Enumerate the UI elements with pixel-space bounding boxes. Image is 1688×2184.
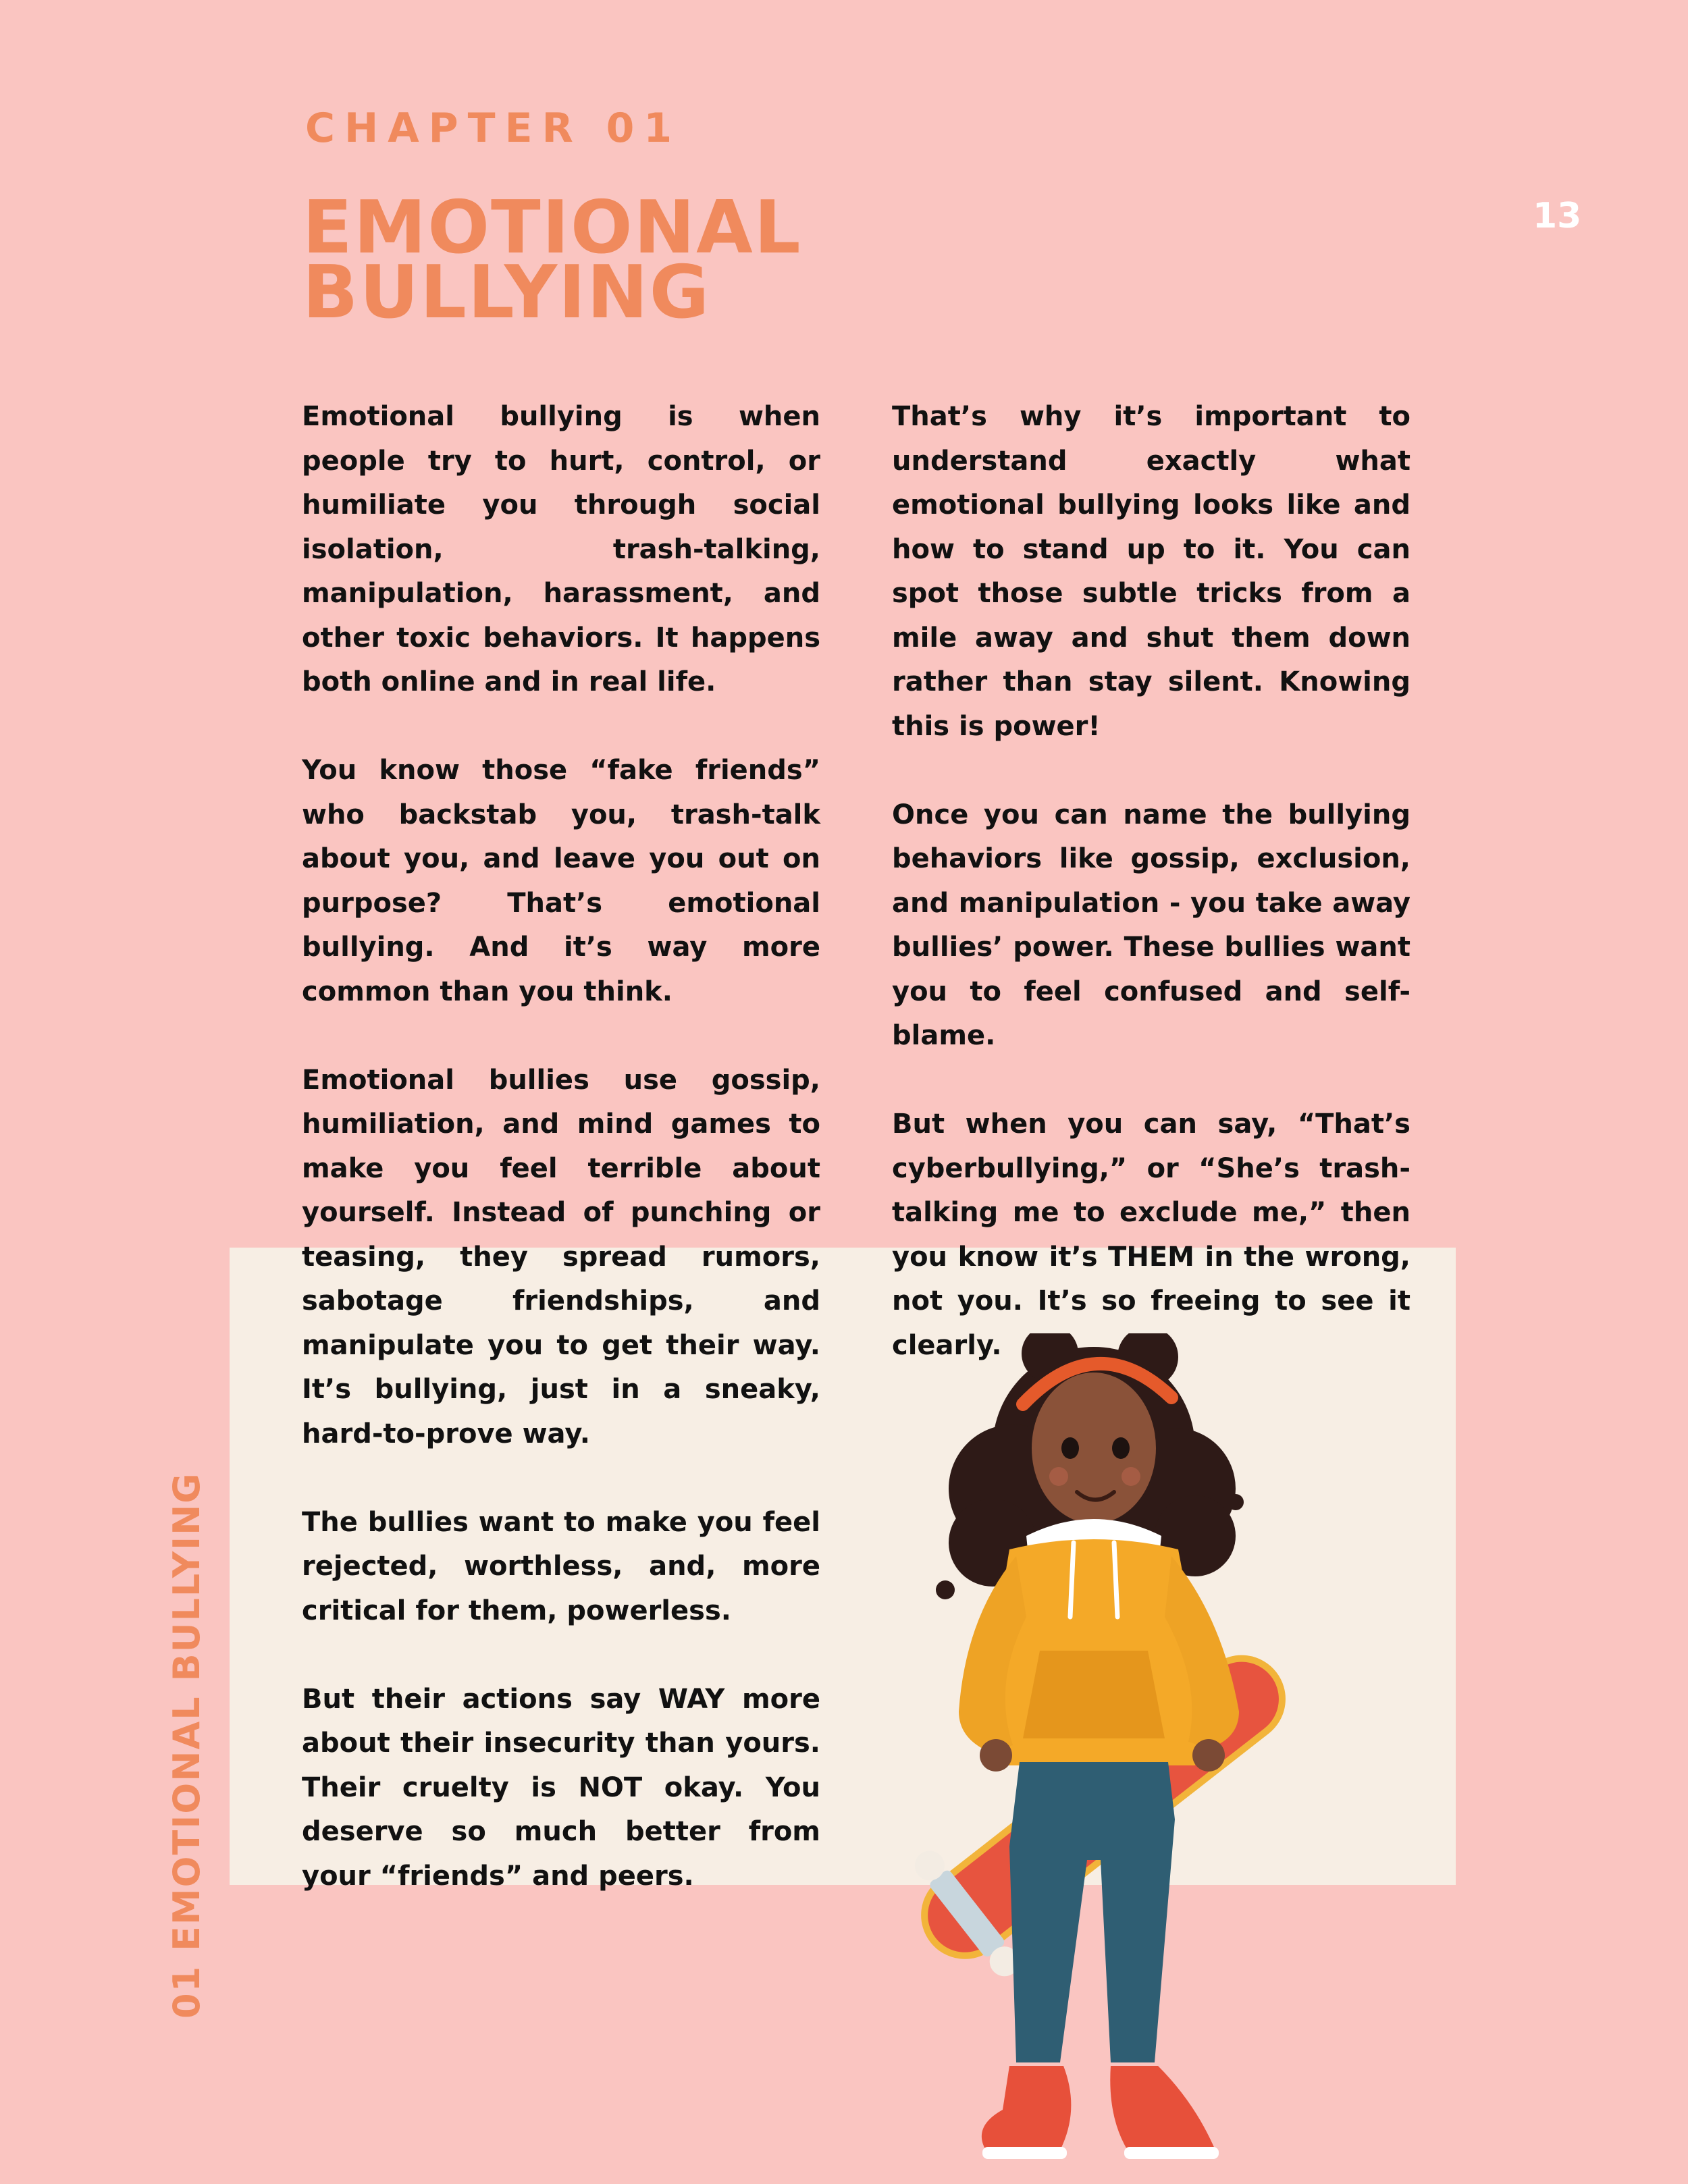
body-paragraph: Once you can name the bullying behaviors like gossip, exclusion, and manipulation - you take away bullies’ power. These bullies want you to feel confused and self-blame. [892, 799, 1410, 1051]
page-title-line-1: EMOTIONAL [302, 186, 802, 270]
body-column-right [892, 395, 1410, 1412]
hoodie-string-shape [1114, 1543, 1117, 1617]
hand-shape [1192, 1739, 1225, 1772]
jeans-shape [1009, 1762, 1175, 2062]
eye-right-shape [1112, 1437, 1130, 1459]
page-title-line-2: BULLYING [302, 250, 711, 335]
body-paragraph: That’s why it’s important to understand exactly what emotional bullying looks like and how to stand up to it. You can spot those subtle tricks from a mile away and shut them down rather than stay silent. Knowing this is power! [892, 401, 1410, 742]
page-title [302, 186, 978, 335]
page-number: 13 [1533, 196, 1582, 236]
body-paragraph: Emotional bullying is when people try to hurt, control, or humiliate you through social isolation, trash-talking, manipulation, harassment, and other toxic behaviors. It happens both online and in real life. [302, 401, 820, 697]
body-column-left [302, 395, 820, 1943]
shoe-sole-shape [982, 2147, 1067, 2159]
eye-left-shape [1061, 1437, 1079, 1459]
hoodie-pocket-shape [1023, 1651, 1165, 1738]
chapter-label: CHAPTER 01 [305, 105, 682, 152]
body-paragraph: You know those “fake friends” who backstab you, trash-talk about you, and leave you out on purpose? That’s emotional bullying. And it’s way more common than you think. [302, 755, 820, 1007]
side-section-label: 01 EMOTIONAL BULLYING [165, 1472, 208, 2019]
hoodie-string-shape [1070, 1543, 1074, 1617]
shoe-right-shape [1110, 2066, 1215, 2150]
girl-with-skateboard-illustration [858, 1333, 1330, 2184]
shoe-left-shape [982, 2066, 1072, 2150]
body-paragraph: But when you can say, “That’s cyberbullying,” or “She’s trash-talking me to exclude me,” then you know it’s THEM in the wrong, not you. It’s so freeing to see it clearly. [892, 1109, 1410, 1361]
hand-shape [980, 1739, 1012, 1772]
shoe-sole-shape [1124, 2147, 1219, 2159]
body-paragraph: The bullies want to make you feel rejected, worthless, and, more critical for them, powerless. [302, 1506, 820, 1626]
body-paragraph: But their actions say WAY more about their insecurity than yours. Their cruelty is NOT okay. You deserve so much better from your “friends” and peers. [302, 1683, 820, 1892]
cheek-shape [1049, 1467, 1068, 1486]
body-paragraph: Emotional bullies use gossip, humiliation, and mind games to make you feel terrible about yourself. Instead of punching or teasing, they spread rumors, sabotage friendships, and manipulate you to get their way. It’s bullying, just in a sneaky, hard-to-prove way. [302, 1064, 820, 1449]
cheek-shape [1122, 1467, 1140, 1486]
